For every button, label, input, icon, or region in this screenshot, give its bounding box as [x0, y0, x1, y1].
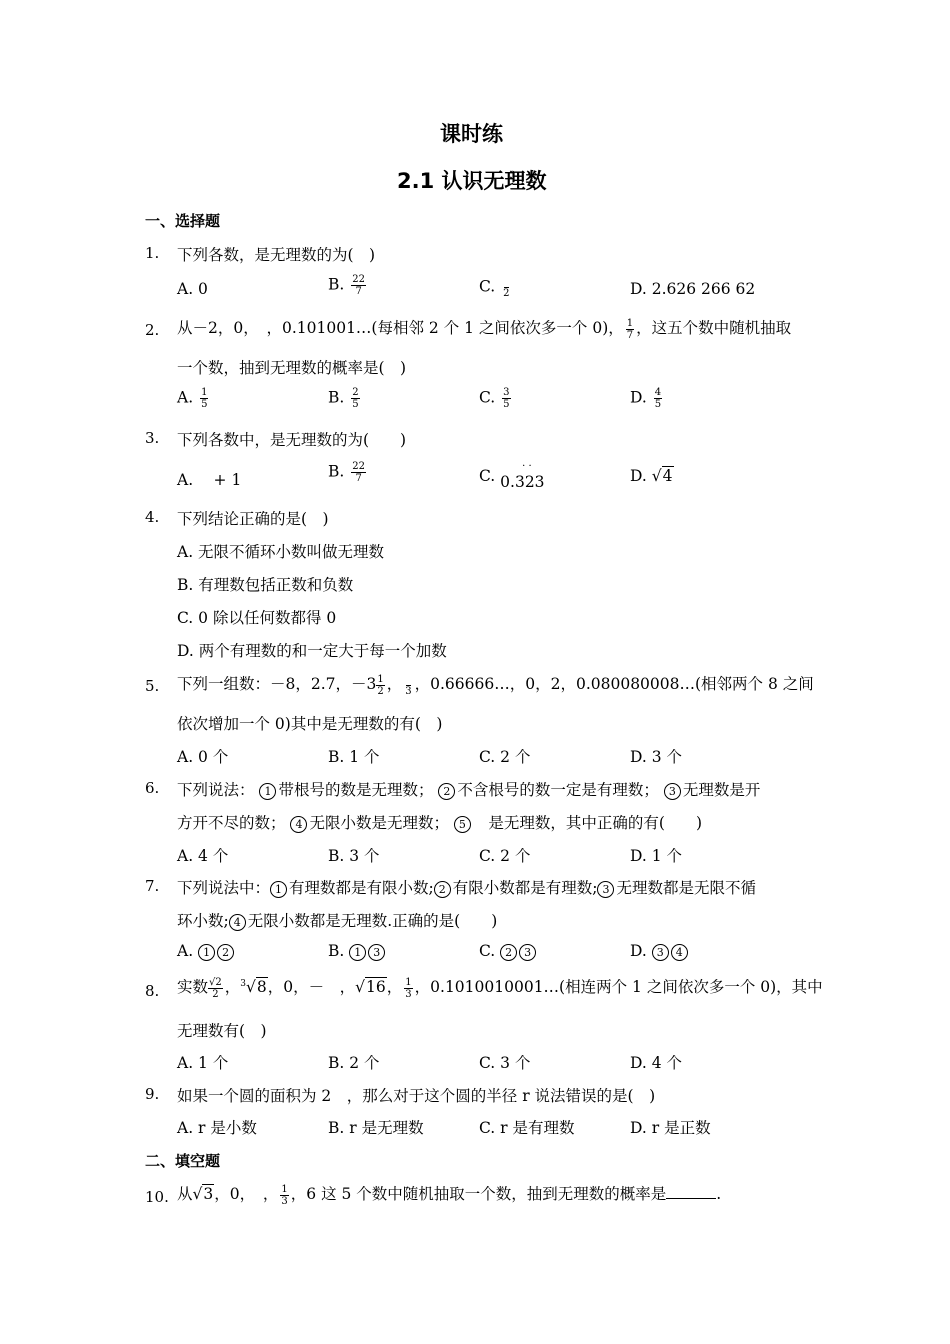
q1-option-d: D. 2.626 266 62	[630, 280, 756, 298]
q4-option-c: C. 0 除以任何数都得 0	[177, 609, 337, 627]
q5-option-c: C. 2 个	[479, 748, 531, 766]
q4-option-a: A. 无限不循环小数叫做无理数	[177, 543, 385, 561]
q7-stem-line2: 环小数; 4 无限小数都是无理数.正确的是( )	[177, 912, 498, 930]
q5-option-b: B. 1 个	[328, 748, 380, 766]
section-choice-heading: 一、选择题	[145, 212, 221, 230]
q3-stem: 下列各数中，是无理数的为( )	[177, 431, 407, 449]
q10-number: 10.	[145, 1188, 169, 1206]
q8-option-d: D. 4 个	[630, 1054, 683, 1072]
q2-option-c: C. $\frac{3}{5}$	[479, 387, 510, 410]
circled-4: 4	[290, 816, 307, 833]
q5-number: 5.	[145, 677, 160, 695]
answer-blank[interactable]	[666, 1184, 716, 1199]
q8-number: 8.	[145, 982, 160, 1000]
q3-number: 3.	[145, 429, 160, 447]
q1-option-b: B. $\frac{22}{7}$	[328, 274, 365, 297]
q4-stem: 下列结论正确的是( )	[177, 510, 329, 528]
q7-option-a: A. 1 2	[177, 942, 236, 961]
q3-option-a: A. + 1	[177, 471, 242, 489]
q8-option-a: A. 1 个	[177, 1054, 229, 1072]
q4-number: 4.	[145, 508, 160, 526]
q1-stem: 下列各数，是无理数的为( )	[177, 246, 376, 264]
q8-stem-line1: 实数 $\frac{√2}{2}$ ，$^3$√8，0，－ ，√16， $\frac{1}{3}$ ，0.1010010001…(相连两个 1 之间依次多一个 0)，其中	[177, 976, 823, 1000]
q3-sqrt: √4	[651, 467, 673, 485]
repeat-dots: · ·	[522, 461, 532, 472]
q9-option-d: D. r 是正数	[630, 1119, 711, 1137]
circled-5: 5	[454, 816, 471, 833]
q3-option-c: C. · · 0.323	[479, 461, 545, 491]
q5-stem-line1: 下列一组数：－8，2.7，－3 $\frac{1}{2}$ ， 3 ，0.66666…，0，2，0.080080008…(相邻两个 8 之间	[177, 673, 814, 697]
q6-number: 6.	[145, 779, 160, 797]
q4-option-d: D. 两个有理数的和一定大于每一个加数	[177, 642, 447, 660]
q4-option-b: B. 有理数包括正数和负数	[177, 576, 354, 594]
q6-option-a: A. 4 个	[177, 847, 229, 865]
q2-stem-line2: 一个数，抽到无理数的概率是( )	[177, 359, 407, 377]
q9-stem: 如果一个圆的面积为 2 ，那么对于这个圆的半径 r 说法错误的是( )	[177, 1087, 656, 1105]
circled-3: 3	[664, 783, 681, 800]
q6-stem-line2: 方开不尽的数； 4 无限小数是无理数； 5 是无理数，其中正确的有( )	[177, 814, 703, 832]
q8-sqrt16: √16	[355, 978, 386, 996]
q7-stem-line1: 下列说法中： 1 有理数都是有限小数; 2 有限小数都是有理数; 3 无理数都是无限不循	[177, 879, 756, 897]
q7-number: 7.	[145, 877, 160, 895]
q1-number: 1.	[145, 244, 160, 262]
q6-option-c: C. 2 个	[479, 847, 531, 865]
q3-repeating-decimal: · · 0.323	[500, 461, 545, 491]
q2-stem-line1: 从－2，0， ，0.101001…(每相邻 2 个 1 之间依次多一个 0)， $\frac{1}{7}$ ，这五个数中随机抽取	[177, 317, 792, 341]
circled-1: 1	[259, 783, 276, 800]
section-fill-heading: 二、填空题	[145, 1152, 221, 1170]
q5-stem-line2: 依次增加一个 0)其中是无理数的有( )	[177, 715, 443, 733]
q5-option-a: A. 0 个	[177, 748, 229, 766]
q2-option-a: A. $\frac{1}{5}$	[177, 387, 208, 410]
q9-number: 9.	[145, 1085, 160, 1103]
q3-option-b: B. $\frac{22}{7}$	[328, 461, 365, 484]
q2-option-d: D. $\frac{4}{5}$	[630, 387, 662, 410]
q3-option-d: D. √4	[630, 467, 673, 485]
q1-option-a: A. 0	[177, 280, 208, 298]
q6-option-b: B. 3 个	[328, 847, 380, 865]
q6-stem-line1: 下列说法： 1 带根号的数是无理数； 2 不含根号的数一定是有理数； 3 无理数是开	[177, 781, 761, 799]
q2-option-b: B. $\frac{2}{5}$	[328, 387, 359, 410]
q9-option-b: B. r 是无理数	[328, 1119, 424, 1137]
q2-fraction: $\frac{1}{7}$	[626, 317, 634, 341]
q10-sqrt3: √3	[192, 1185, 214, 1203]
q2-number: 2.	[145, 321, 160, 339]
q7-option-b: B. 1 3	[328, 942, 387, 961]
q1-c-fraction: 2	[502, 276, 510, 299]
q9-option-c: C. r 是有理数	[479, 1119, 575, 1137]
q8-stem-line2: 无理数有( )	[177, 1022, 267, 1040]
q7-option-d: D. 3 4	[630, 942, 690, 961]
q7-option-c: C. 2 3	[479, 942, 538, 961]
q8-option-b: B. 2 个	[328, 1054, 380, 1072]
q6-option-d: D. 1 个	[630, 847, 683, 865]
q1-option-c: C. 2	[479, 277, 510, 299]
q8-option-c: C. 3 个	[479, 1054, 531, 1072]
q5-option-d: D. 3 个	[630, 748, 683, 766]
q9-option-a: A. r 是小数	[177, 1119, 257, 1137]
q8-cube-root: $^3$√8	[240, 978, 267, 996]
worksheet-title: 课时练	[440, 122, 503, 146]
circled-2: 2	[438, 783, 455, 800]
lesson-title: 2.1 认识无理数	[397, 169, 547, 193]
q10-stem: 从√3，0， ， $\frac{1}{3}$ ，6 这 5 个数中随机抽取一个数，抽到无理数的概率是 .	[177, 1183, 722, 1207]
q1-b-fraction: $\frac{22}{7}$	[352, 274, 365, 297]
